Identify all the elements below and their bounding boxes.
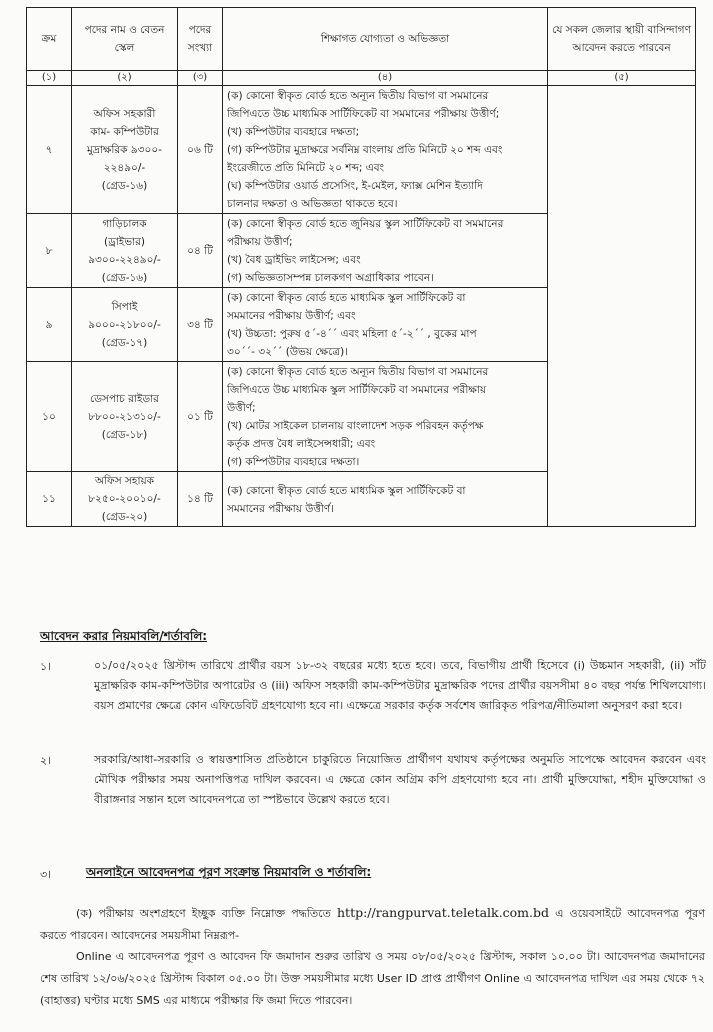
rule-3b-text: Online এ আবেদনপত্র পূরণ ও আবেদন ফি জমাদান শুরুর তারিখ ও সময় ০৮/০৫/২০২৫ খ্রিস্টাব্দ, সকাল ১০.০০ টা। আবেদনপত্র জমাদানের শেষ তারিখ ১২/০৬/২০২৫ খ্রিস্টাব্দ বিকাল ০৫.০০ টা। উক্ত সময়সীমার মধ্যে User ID প্রাপ্ত প্রার্থীগণ Online এ আবেদনপত্র দাখিল এর সময় থেকে ৭২ (বাহাত্তর) ঘণ্টার মধ্যে SMS এর মাধ্যমে পরীক্ষার ফি জমা দিতে পারবেন। — [40, 950, 705, 1007]
post-line: ৮৮০০-২১৩১০/- — [88, 410, 161, 423]
qual-line: (গ) কম্পিউটার মুদ্রাক্ষরে সর্বনিম্ন বাংলায় প্রতি মিনিটে ২০ শব্দ এবং — [227, 144, 503, 156]
col-number: (৪) — [223, 71, 548, 86]
row-count: ০১ টি — [178, 362, 223, 472]
row-serial: ১০ — [27, 362, 72, 472]
header-post-count: পদের সংখ্যা — [178, 8, 223, 71]
row-qualification — [223, 288, 548, 362]
qual-line: সমমানের পরীক্ষায় উত্তীর্ণ; এবং — [227, 310, 356, 322]
post-line: (গ্রেড-১৮) — [101, 428, 148, 441]
post-line: ৮২৫০-২০০১০/- — [88, 493, 161, 505]
row-qualification — [223, 214, 548, 288]
row-post — [72, 214, 178, 288]
qual-line: উত্তীর্ণ; — [227, 402, 256, 414]
rule-1-text: ০১/০৫/২০২৫ খ্রিস্টাব্দ তারিখে প্রার্থীর বয়স ১৮-৩২ বছরের মধ্যে হতে হবে। তবে, বিভাগীয় প্রার্থী হিসেবে (i) উচ্চমান সহকারী, (ii) সাঁট মুদ্রাক্ষরিক কাম-কম্পিউটার অপারেটর ও (iii) অফিস সহকারী কাম-কম্পিউটার মুদ্রাক্ষরিক পদের প্রার্থীর বয়সসীমা ৪০ বছর পর্যন্ত শিথিলযোগ্য। বয়স প্রমাণের ক্ষেত্রে কোন এফিডেবিট গ্রহণযোগ্য হবে না। এক্ষেত্রে সরকার কর্তৃক সর্বশেষ জারিকৃত পরিপত্র/নীতিমালা অনুসরণ করা হবে। — [94, 659, 706, 712]
post-line: (গ্রেড-১৬) — [101, 271, 148, 284]
row-qualification — [223, 362, 548, 472]
rules-title: আবেদন করার নিয়মাবলি/শর্তাবলি: — [40, 629, 208, 643]
rule-3-number: ৩। — [40, 868, 52, 881]
row-count: ০৪ টি — [178, 214, 223, 288]
post-line: ২২৪৯০/- — [103, 161, 146, 174]
rule-2-text: সরকারি/আধা-সরকারি ও স্বায়ত্তশাসিত প্রতিষ্ঠানে চাকুরিতে নিয়োজিত প্রার্থীগণ যথাযথ কর্তৃপক্ষের অনুমতি সাপেক্ষে আবেদন করবেন এবং মৌখিক পরীক্ষার সময় অনাপত্তিপত্র দাখিল করবেন। এ ক্ষেত্রে কোন অগ্রিম কপি গ্রহণযোগ্য হবে না। প্রার্থী মুক্তিযোদ্ধা, শহীদ মুক্তিযোদ্ধা ও বীরাঙ্গনার সন্তান হলে আবেদনপত্রে তা স্পষ্টভাবে উল্লেখ করতে হবে। — [94, 753, 706, 806]
post-line: মুদ্রাক্ষরিক ৯৩০০- — [87, 143, 162, 156]
qual-line: ৩০´´- ৩২´´ (উভয় ক্ষেত্রে)। — [227, 346, 348, 358]
post-line: ৯০০০-২১৮০০/- — [88, 318, 161, 331]
post-line: অফিস সহায়ক — [94, 475, 155, 487]
qual-line: (খ) মোটর সাইকেল চালনায় বাংলাদেশ সড়ক পরিবহন কর্তৃপক্ষ — [227, 420, 484, 432]
row-qualification — [223, 86, 548, 214]
row-serial: ৮ — [27, 214, 72, 288]
post-line: (গ্রেড-১৬) — [101, 179, 148, 192]
post-line: (ড্রাইভার) — [103, 235, 146, 248]
post-line: কাম- কম্পিউটার — [90, 125, 159, 138]
qual-line: (ক) কোনো স্বীকৃত বোর্ড হতে মাধ্যমিক স্কুল সার্টিফিকেট বা — [227, 484, 466, 497]
qual-line: (ঘ) কম্পিউটার ওয়ার্ড প্রসেসিং, ই-মেইল, ফ্যাক্স মেশিন ইত্যাদি — [227, 180, 483, 192]
qual-line: (খ) বৈধ ড্রাইভিং লাইসেন্স; এবং — [227, 254, 361, 266]
qual-line: (খ) কম্পিউটার ব্যবহারে দক্ষতা; — [227, 126, 360, 138]
qual-line: জিপিএতে উচ্চ মাধ্যমিক স্কুল সার্টিফিকেট বা সমমানের পরীক্ষায় — [227, 384, 487, 396]
header-district: যে সকল জেলার স্থায়ী বাসিন্দাগণ আবেদন করতে পারবেন — [548, 8, 696, 71]
col-number: (৫) — [548, 71, 696, 86]
district-cell — [548, 86, 696, 527]
column-number-row — [27, 71, 696, 86]
row-serial: ৯ — [27, 288, 72, 362]
qual-line: (ক) কোনো স্বীকৃত বোর্ড হতে অন্যূন দ্বিতীয় বিভাগ বা সমমানের — [227, 366, 489, 378]
qual-line: (গ) অভিজ্ঞতাসম্পন্ন চালকগণ অগ্রাধিকার পাবেন। — [227, 272, 434, 284]
rule-3a-pre: (ক) পরীক্ষায় অংশগ্রহণে ইচ্ছুক ব্যক্তি নিম্নোক্ত পদ্ধতিতে — [76, 907, 331, 920]
row-post — [72, 288, 178, 362]
qual-line: (ক) কোনো স্বীকৃত বোর্ড হতে মাধ্যমিক স্কুল সার্টিফিকেট বা — [227, 292, 466, 304]
post-line: (গ্রেড-২০) — [101, 511, 148, 523]
header-post-name: পদের নাম ও বেতন স্কেল — [72, 8, 178, 71]
post-line: ডেসপাচ রাইডার — [90, 392, 159, 405]
header-qualification: শিক্ষাগত যোগ্যতা ও অভিজ্ঞতা — [223, 8, 548, 71]
col-number: (১) — [27, 71, 72, 86]
qual-line: পরীক্ষায় উত্তীর্ণ; — [227, 236, 293, 248]
row-serial: ১১ — [27, 472, 72, 527]
row-post — [72, 472, 178, 527]
header-serial: ক্রম — [27, 8, 72, 71]
row-post — [72, 362, 178, 472]
qual-line: ইংরেজীতে প্রতি মিনিটে ২০ শব্দ; এবং — [227, 162, 385, 174]
qual-line: (ক) কোনো স্বীকৃত বোর্ড হতে অন্যূন দ্বিতীয় বিভাগ বা সমমানের — [227, 90, 489, 102]
rule-1-number: ১। — [40, 660, 52, 673]
qual-line: (গ) কম্পিউটার ব্যবহারে দক্ষতা। — [227, 456, 360, 468]
qual-line: কর্তৃক প্রদত্ত বৈধ লাইসেন্সধারী; এবং — [227, 438, 376, 450]
row-count: ০৬ টি — [178, 86, 223, 214]
table-header-row — [27, 8, 696, 71]
recruitment-table — [26, 7, 696, 527]
table-row — [27, 86, 696, 214]
qual-line: সমমানের পরীক্ষায় উত্তীর্ণ। — [227, 502, 335, 515]
row-count: ১৪ টি — [178, 472, 223, 527]
post-line: ৯৩০০-২২৪৯০/- — [88, 253, 161, 266]
col-number: (৩) — [178, 71, 223, 86]
qual-line: (ক) কোনো স্বীকৃত বোর্ড হতে জুনিয়র স্কুল সার্টিফিকেট বা সমমানের — [227, 218, 504, 230]
col-number: (২) — [72, 71, 178, 86]
rule-3a-text — [40, 902, 705, 947]
row-count: ৩৪ টি — [178, 288, 223, 362]
row-qualification — [223, 472, 548, 527]
qual-line: চালনার দক্ষতা ও অভিজ্ঞতা থাকতে হবে। — [227, 198, 398, 210]
row-serial: ৭ — [27, 86, 72, 214]
rule-3-title: অনলাইনে আবেদনপত্র পূরণ সংক্রান্ত নিয়মাবলি ও শর্তাবলি: — [86, 865, 372, 879]
post-line: গাড়িচালক — [102, 217, 147, 230]
qual-line: (খ) উচ্চতা: পুরুষ ৫´-৪´´ এবং মহিলা ৫´-২´´ , বুকের মাপ — [227, 328, 477, 340]
rule-3a-post: এ ওয়েবসাইটে আবেদনপত্র পূরণ করতে পারবেন। আবেদনের সময়সীমা নিম্নরূপ- — [40, 907, 706, 942]
rule-2-number: ২। — [40, 754, 52, 767]
post-line: সিপাই — [111, 300, 138, 313]
post-line: (গ্রেড-১৭) — [101, 336, 148, 349]
post-line: অফিস সহকারী — [93, 107, 156, 120]
qual-line: জিপিএতে উচ্চ মাধ্যমিক সার্টিফিকেট বা সমমানের পরীক্ষায় উত্তীর্ণ; — [227, 108, 500, 120]
application-url-link[interactable]: http://rangpurvat.teletalk.com.bd — [337, 905, 549, 920]
row-post — [72, 86, 178, 214]
